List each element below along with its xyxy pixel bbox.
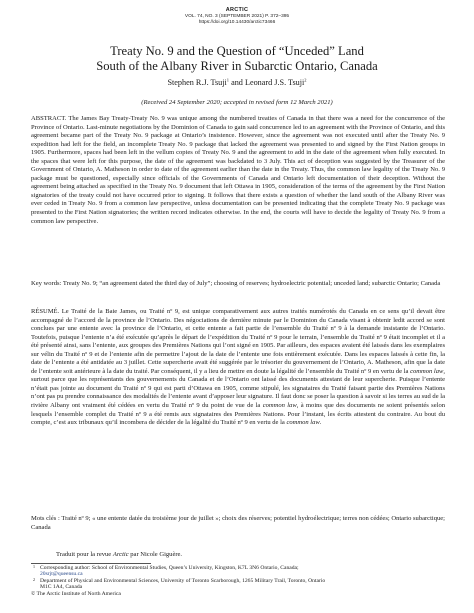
footnote-divider [31, 563, 151, 564]
resume [31, 308, 445, 428]
resume-text-3: , à moins que des documents ne soient présentés selon lesquels l’ensemble complet du Traité nº 9 a été remis aux signataires des Premières Nations. Pour l’instant, les écrits attestent du contraire. Au bout du compte, c’est aux tribunaux qu’il incombera de décider de la légalité du Traité nº 9 en vertu de la [31, 402, 445, 427]
footnote-2 [31, 578, 445, 591]
footnote-2-text: Department of Physical and Environmental Sciences, University of Toronto Scarborough, 1265 Military Trail, Toronto, Ontario [40, 577, 326, 584]
footnote-2-mark: 2 [33, 576, 35, 582]
journal-name: ARCTIC [225, 7, 249, 13]
footnote-1-email[interactable]: 20srjt@queensu.ca [40, 571, 83, 578]
mots-cles-label: Mots clés : [31, 515, 60, 522]
author-1-footnote-mark[interactable]: 1 [226, 77, 230, 83]
mots-cles-text: Traité nº 9; « une entente datée du troisième jour de juillet »; choix des réserves; potentiel hydroélectrique; terres non cédées; Ontario subarctique; Canada [31, 515, 445, 531]
translation-credit [56, 551, 182, 559]
author-1: Stephen R.J. Tsuji [167, 78, 227, 87]
journal-header [0, 7, 474, 26]
resume-text-4: . [319, 419, 322, 427]
footnote-2-continuation: M1C 1A4, Canada [40, 584, 83, 591]
abstract-text: The James Bay Treaty-Treaty No. 9 was unique among the numbered treaties of Canada in that there was a need for the concurrence of the Province of Ontario. Last-minute negotiations by the Dominion of Canada to gain said concurrence led to an agreement with the Province of Ontario, and this agreement became part of the Treaty No. 9 package at Ontario’s insistence. However, since the agreement was not executed until after the Treaty No. 9 expedition had left for the field, an incomplete Treaty No. 9 package that lacked the agreement was presented to and signed by the First Nation groups in 1905. Furthermore, spaces had been left in the vellum copies of Treaty No. 9 and the agreement to add in the date of the agreement when fully executed. In the spaces that were left for this purpose, the date of the agreement was backdated to 3 July. This act of deception was suggested by the Treasurer of the Government of Ontario, A. Matheson in order to date of the agreement earlier than the date in the Treaty. Thus, the common law legality of the Treaty No. 9 package must be questioned, especially since officials of the Governments of Canada and Ontario left documentation of their deception. Without the agreement being attached as specified in the Treaty No. 9 document that left Ottawa in 1905, consideration of the terms of the agreement by the First Nation signatories of the treaty could not have occurred prior to signing. It follows that there exists a question of whether the land south of the Albany River was ever ceded in Treaty No. 9 from a common law perspective, unless documentation can be presented indicating that the complete Treaty No. 9 package was presented to the First Nation signatories; the written record indicates otherwise. In the end, the courts will have to decide the legality of Treaty No. 9 from a common law perspective. [31, 115, 445, 225]
resume-text-2: , surtout parce que les représentants des gouvernements du Canada et de l’Ontario ont laissé des documents attestant de leur supercherie. Puisque l’entente n’était pas jointe au document du Traité nº 9 qui est parti d’Ottawa en 1905, comme stipulé, les signataires du Traité faisant partie des Premières Nations n’ont pas pu prendre connaissance des modalités de l’entente avant d’apposer leur signature. Il faut donc se poser la question à savoir si les terres au sud de la rivière Albany ont vraiment été cédées en vertu du Traité nº 9 du point de vue de la [31, 367, 445, 410]
keywords [31, 280, 445, 289]
author-2-footnote-mark[interactable]: 2 [304, 77, 307, 83]
footnote-1-mark: 1 [33, 564, 35, 569]
footnote-1-text: Corresponding author: School of Environmental Studies, Queen’s University, Kingston, K7L 3N6 Ontario, Canada; [40, 565, 299, 571]
title-line-2: South of the Albany River in Subarctic Ontario, Canada [96, 58, 378, 73]
doi-link[interactable]: https://doi.org/10.14430/arctic73466 [198, 20, 276, 25]
author-2: Leonard J.S. Tsuji [244, 78, 305, 87]
copyright-notice: © The Arctic Institute of North America [31, 590, 121, 597]
abstract [31, 115, 445, 226]
translation-journal: Arctic [112, 551, 129, 558]
resume-italic-1: common law [410, 367, 444, 375]
article-title [40, 44, 434, 73]
resume-text-1: Le Traité de la Baie James, ou Traité nº 9, est unique comparativement aux autres traités numérotés du Canada en ce sens qu’il devait être accompagné de l’accord de la province de l’Ontario. Des négociations de dernière minute par le Dominion du Canada visant à obtenir ledit accord se sont conclues par une entente avec la province de l’Ontario, et cette entente a fait partie de l’ensemble du Traité nº 9 à la demande insistante de l’Ontario. Toutefois, puisque l’entente n’a été exécutée qu’après le départ de l’expédition du Traité nº 9 pour le terrain, l’ensemble du Traité nº 9 était incomplet et il a été présenté ainsi, sans l’entente, aux groupes des Premières Nations qui l’ont signé en 1905. Par ailleurs, des espaces avaient été laissés dans les exemplaires sur vélin du Traité nº 9 et de l’entente afin de permettre l’ajout de la date de l’entente une fois entièrement exécutée. Dans les espaces laissés à cette fin, la date de l’entente a été antidatée au 3 juillet. Cette supercherie avait été suggérée par le trésorier du gouvernement de l’Ontario, A. Matheson, afin que la date de l’entente soit antérieure à la date du traité. Par conséquent, il y a lieu de mettre en doute la légalité de l’ensemble du Traité nº 9 en vertu de la [31, 308, 445, 375]
resume-italic-3: common law [286, 419, 320, 427]
author-connector: and [229, 78, 245, 87]
resume-label: RÉSUMÉ. [31, 308, 60, 315]
author-list [40, 78, 434, 88]
abstract-label: ABSTRACT. [31, 115, 67, 122]
keywords-text: Treaty No. 9; “an agreement dated the third day of July”; choosing of reserves; hydroelectric potential; unceded land; subarctic Ontario; Canada [61, 280, 441, 287]
footnotes [31, 565, 445, 597]
footnote-1 [31, 565, 445, 578]
translation-suffix: par Nicole Giguère. [128, 551, 183, 558]
journal-volume: VOL. 74, NO. 3 (SEPTEMBER 2021) P. 372–395 [184, 14, 290, 19]
resume-italic-2: common law [262, 402, 297, 410]
received-dates: (Received 24 September 2020; accepted in revised form 12 March 2021) [141, 99, 333, 106]
title-line-1: Treaty No. 9 and the Question of “Unceded” Land [110, 44, 364, 58]
keywords-label: Key words: [31, 280, 62, 287]
translation-prefix: Traduit pour la revue [56, 551, 113, 558]
mots-cles [31, 515, 445, 532]
